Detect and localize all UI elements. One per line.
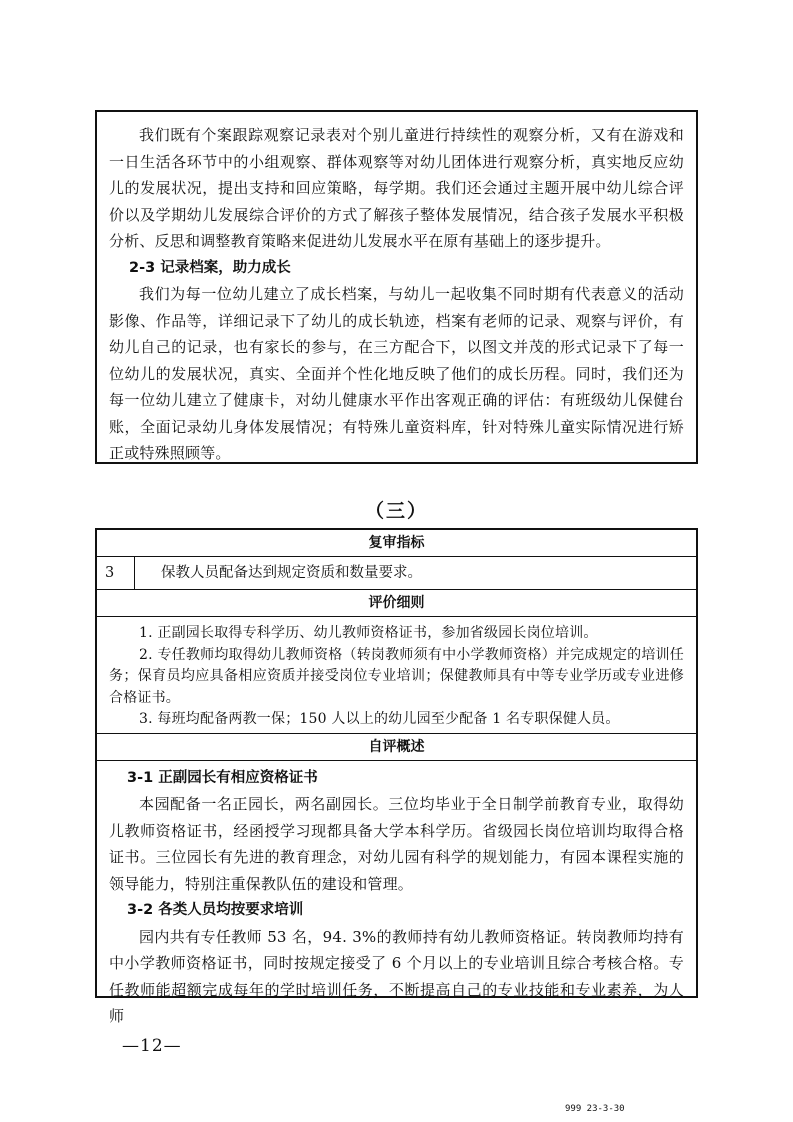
sub-text-3-2: 园内共有专任教师 53 名，94. 3%的教师持有幼儿教师资格证。转岗教师均持有中小学教师资格证书，同时按规定接受了 6 个月以上的专业培训且综合考核合格。专任教师能超额完成每年的学时培训任务，不断提高自己的专业技能和专业素养，为人师 xyxy=(109,927,684,1025)
sub-heading-3-2: 3-2 各类人员均按要求培训 xyxy=(127,902,304,918)
continued-text-box xyxy=(95,110,698,464)
observation-paragraph: 我们既有个案跟踪观察记录表对个别儿童进行持续性的观察分析，又有在游戏和一日生活各环节中的小组观察、群体观察等对幼儿团体进行观察分析，真实地反应幼儿的发展状况，提出支持和回应策略，每学期。我们还会通过主题开展中幼儿综合评价以及学期幼儿发展综合评价的方式了解孩子整体发展情况，结合孩子发展水平积极分析、反思和调整教育策略来促进幼儿发展水平在原有基础上的逐步提升。 xyxy=(109,126,684,250)
criteria-item: 2. 专任教师均取得幼儿教师资格（转岗教师须有中小学教师资格）并完成规定的培训任务；保育员均应具备相应资质并接受岗位专业培训；保健教师具有中等专业学历或专业进修合格证书。 xyxy=(109,646,684,706)
self-evaluation-body xyxy=(97,761,696,1030)
indicator-number: 3 xyxy=(97,557,135,589)
page-number: —12— xyxy=(122,1036,182,1056)
archive-heading: 2-3 记录档案，助力成长 xyxy=(129,259,291,276)
review-indicator-header: 复审指标 xyxy=(97,530,696,557)
archive-paragraph: 我们为每一位幼儿建立了成长档案，与幼儿一起收集不同时期有代表意义的活动影像、作品等，详细记录下了幼儿的成长轨迹，档案有老师的记录、观察与评价，有幼儿自己的记录，也有家长的参与，在三方配合下，以图文并茂的形式记录下了每一位幼儿的发展状况，真实、全面并个性化地反映了他们的成长历程。同时，我们还为每一位幼儿建立了健康卡，对幼儿健康水平作出客观正确的评估：有班级幼儿保健台账，全面记录幼儿身体发展情况；有特殊儿童资料库，针对特殊儿童实际情况进行矫正或特殊照顾等。 xyxy=(109,285,684,462)
criteria-header: 评价细则 xyxy=(97,590,696,617)
evaluation-table xyxy=(95,528,698,1025)
criteria-item: 3. 每班均配备两教一保；150 人以上的幼儿园至少配备 1 名专职保健人员。 xyxy=(139,711,620,727)
sub-text-3-1: 本园配备一名正园长，两名副园长。三位均毕业于全日制学前教育专业，取得幼儿教师资格证书，经函授学习现都具备大学本科学历。省级园长岗位培训均取得合格证书。三位园长有先进的教育理念，对幼儿园有科学的规划能力，有园本课程实施的领导能力，特别注重保教队伍的建设和管理。 xyxy=(109,795,684,893)
criteria-item: 1. 正副园长取得专科学历、幼儿教师资格证书，参加省级园长岗位培训。 xyxy=(139,625,598,641)
print-mark: 999 23-3-30 xyxy=(565,1104,625,1114)
indicator-row xyxy=(97,557,696,590)
self-evaluation-header: 自评概述 xyxy=(97,734,696,761)
criteria-list xyxy=(97,617,696,734)
section-title: （三） xyxy=(364,500,428,522)
sub-heading-3-1: 3-1 正副园长有相应资格证书 xyxy=(127,769,318,786)
indicator-text: 保教人员配备达到规定资质和数量要求。 xyxy=(161,565,422,581)
